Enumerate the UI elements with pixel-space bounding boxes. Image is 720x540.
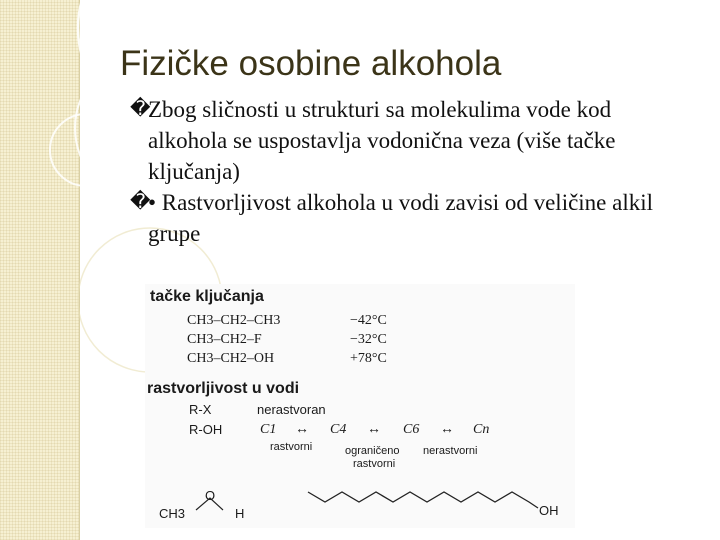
compound-formula: CH3–CH2–OH (187, 351, 275, 366)
boiling-heading: tačke ključanja (150, 288, 264, 305)
chain-c4: C4 (330, 422, 347, 437)
roh-formula: R-OH (189, 422, 223, 437)
chemistry-figure (145, 284, 575, 528)
label-limited: ograničeno (345, 445, 400, 457)
label-limited-2: rastvorni (353, 458, 396, 470)
label-insoluble: nerastvorni (423, 445, 478, 457)
bullet-text: • Rastvorljivost alkohola u vodi zavisi od veličine alkil grupe (148, 190, 654, 246)
decorative-sidebar (0, 0, 80, 540)
chain-oh: OH (539, 503, 559, 518)
chain-arrow: ↔ (440, 422, 454, 437)
page-title: Fizičke osobine alkohola (120, 44, 502, 83)
methanol-h: H (235, 506, 245, 521)
solubility-heading: rastvorljivost u vodi (147, 380, 300, 397)
methanol-o: O (205, 488, 216, 503)
bullet-marker: � (130, 191, 151, 213)
label-soluble: rastvorni (270, 441, 313, 453)
chain-c6: C6 (403, 422, 420, 437)
bullet-text: Zbog sličnosti u strukturi sa molekulima vode kod alkohola se uspostavlja vodonična veza (više tačke ključanja) (148, 97, 616, 184)
boiling-point: −32°C (350, 332, 387, 347)
boiling-point: −42°C (350, 313, 387, 328)
bullet-marker: � (130, 98, 151, 120)
rx-label: nerastvoran (257, 402, 326, 417)
compound-formula: CH3–CH2–F (187, 332, 262, 347)
chain-cn: Cn (473, 422, 490, 437)
chain-arrow: ↔ (367, 422, 381, 437)
bullet-list (130, 94, 690, 249)
chain-c1: C1 (260, 422, 277, 437)
bullet-item (130, 94, 690, 187)
chain-arrow: ↔ (295, 422, 309, 437)
methanol-ch3: CH3 (159, 506, 186, 521)
boiling-point: +78°C (350, 351, 387, 366)
bullet-item (130, 187, 690, 249)
rx-formula: R-X (189, 402, 212, 417)
compound-formula: CH3–CH2–CH3 (187, 313, 281, 328)
